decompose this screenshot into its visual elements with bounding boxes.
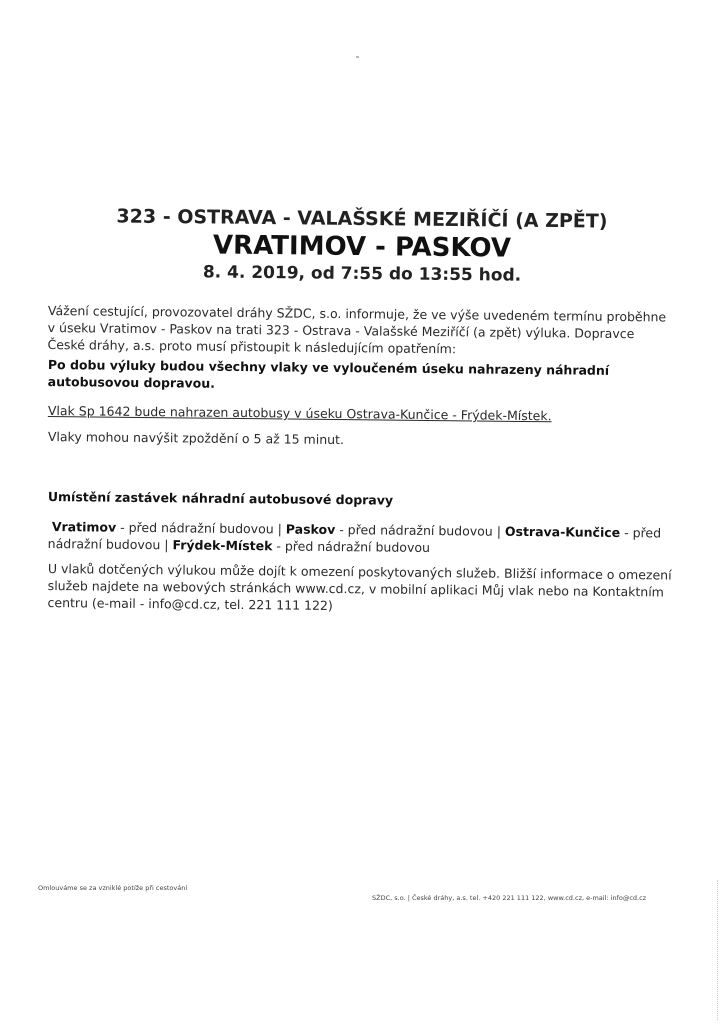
stop-name: Vratimov [51,519,117,535]
stop-location: - před nádražní budovou [272,538,431,556]
closing-paragraph: U vlaků dotčených výlukou může dojít k omezení poskytovaných služeb. Bližší informace o omezení služeb najdete na webových stránkách www.cd.cz, v mobilní aplikaci Můj vlak nebo na Kontaktním centru (e-mail - info@cd.cz, tel. 221 111 122) [47,560,672,613]
footer-apology: Omlouváme se za vzniklé potíže při cestování [38,884,188,892]
stops-list [48,518,673,559]
replacement-notice: Po dobu výluky budou všechny vlaky ve vyloučeném úseku nahrazeny náhradní autobusovou dopravou. [47,356,610,391]
stop-name: Ostrava-Kunčice [504,523,621,540]
footer-contacts: SŽDC, s.o. | České dráhy, a.s. tel. +420 221 111 122, www.cd.cz, e-mail: info@cd.cz [372,894,647,902]
stop-name: Paskov [285,521,336,538]
scan-speck [356,56,359,58]
date-range: 8. 4. 2019, od 7:55 do 13:55 hod. [202,262,522,286]
delay-note: Vlaky mohou navýšit zpoždění o 5 až 15 minut. [47,428,345,448]
stop-location: - před nádražní budovou | [47,524,662,553]
intro-paragraph: Vážení cestující, provozovatel dráhy SŽDC, s.o. informuje, že ve výše uvedeném termínu proběhne v úseku Vratimov - Paskov na trati 323 - Ostrava - Valašské Meziříčí (a zpět) výluka. Dopravce České dráhy, a.s. proto musí přistoupit k následujícím opatřením: [47,302,667,357]
train-note: Vlak Sp 1642 bude nahrazen autobusy v úseku Ostrava-Kunčice - Frýdek-Místek. [47,402,552,424]
stop-name: Frýdek-Místek [172,537,273,554]
scan-edge-artifact [716,880,718,1020]
section-title: VRATIMOV - PASKOV [212,230,512,264]
stops-heading: Umístění zastávek náhradní autobusové dopravy [47,488,394,508]
stop-location: - před nádražní budovou | [335,522,506,539]
route-title: 323 - OSTRAVA - VALAŠSKÉ MEZIŘÍČÍ (A ZPĚT) [116,205,608,233]
stop-location: - před nádražní budovou | [116,519,286,537]
